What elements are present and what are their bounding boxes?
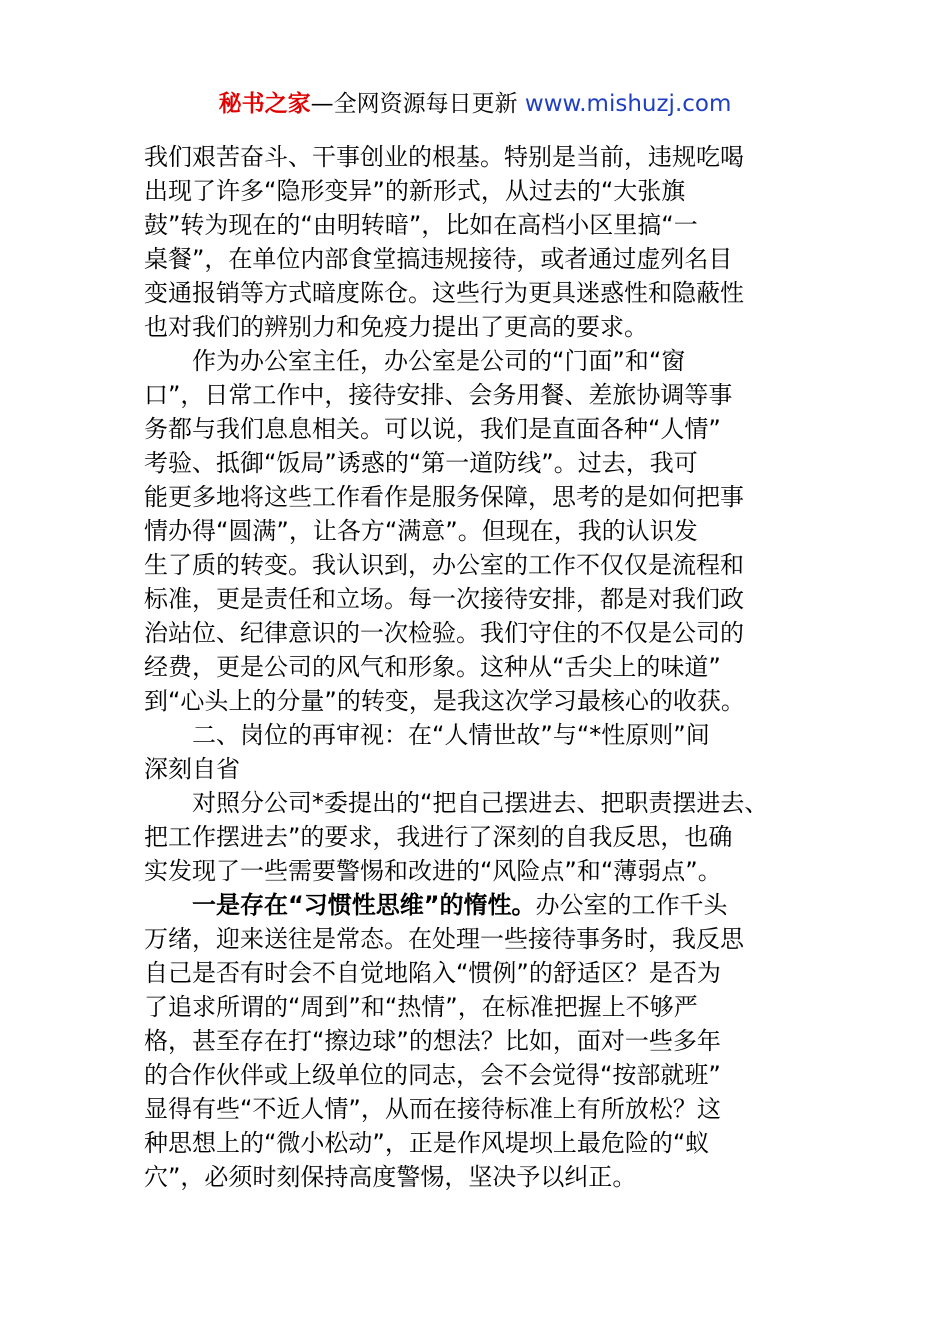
text-line: 也对我们的辨别力和免疫力提出了更高的要求。: [144, 313, 648, 341]
bold-lead-in: 一是存在“习惯性思维”的惰性。: [192, 891, 536, 919]
text-line: 了追求所谓的“周到”和“热情”，在标准把握上不够严: [144, 993, 698, 1021]
text-line: 考验、抵御“饭局”诱惑的“第一道防线”。过去，我可: [144, 449, 698, 477]
text-line: 到“心头上的分量”的转变，是我这次学习最核心的收获。: [144, 687, 745, 715]
text-line: 把工作摆进去”的要求，我进行了深刻的自我反思，也确: [144, 823, 733, 851]
text-line: 口”，日常工作中，接待安排、会务用餐、差旅协调等事: [144, 381, 733, 409]
text-line: 种思想上的“微小松动”，正是作风堤坝上最危险的“蚁: [144, 1129, 710, 1157]
text-run: 办公室的工作千头: [535, 891, 728, 919]
text-line: 出现了许多“隐形变异”的新形式，从过去的“大张旗: [144, 177, 686, 205]
text-line: 情办得“圆满”，让各方“满意”。但现在，我的认识发: [144, 517, 698, 545]
section-heading-continued: 深刻自省: [144, 755, 240, 783]
section-heading: 二、岗位的再审视：在“人情世故”与“*性原则”间: [192, 721, 710, 749]
site-url-link[interactable]: www.mishuzj.com: [524, 91, 732, 117]
text-line: 能更多地将这些工作看作是服务保障，思考的是如何把事: [144, 483, 744, 511]
paragraph-start: 对照分公司*委提出的“把自己摆进去、把职责摆进去、: [192, 789, 769, 817]
text-line: 穴”，必须时刻保持高度警惕，坚决予以纠正。: [144, 1163, 637, 1191]
site-header: [0, 88, 950, 120]
text-line: 标准，更是责任和立场。每一次接待安排，都是对我们政: [144, 585, 744, 613]
paragraph-start: [144, 888, 824, 922]
paragraph-start: 作为办公室主任，办公室是公司的“门面”和“窗: [192, 347, 686, 375]
text-line: 务都与我们息息相关。可以说，我们是直面各种“人情”: [144, 415, 721, 443]
text-line: 格，甚至存在打“擦边球”的想法？比如，面对一些多年: [144, 1027, 721, 1055]
text-line: 显得有些“不近人情”，从而在接待标准上有所放松？这: [144, 1095, 721, 1123]
site-tagline: —全网资源每日更新: [310, 91, 525, 117]
text-line: 生了质的转变。我认识到，办公室的工作不仅仅是流程和: [144, 551, 744, 579]
text-line: 鼓”转为现在的“由明转暗”，比如在高档小区里搞“一: [144, 211, 698, 239]
site-brand: 秘书之家: [218, 91, 311, 117]
text-line: 治站位、纪律意识的一次检验。我们守住的不仅是公司的: [144, 619, 744, 647]
text-line: 桌餐”，在单位内部食堂搞违规接待，或者通过虚列名目: [144, 245, 733, 273]
text-line: 经费，更是公司的风气和形象。这种从“舌尖上的味道”: [144, 653, 721, 681]
document-body: [144, 140, 824, 1194]
text-line: 实发现了一些需要警惕和改进的“风险点”和“薄弱点”。: [144, 857, 722, 885]
text-line: 自己是否有时会不自觉地陷入“惯例”的舒适区？是否为: [144, 959, 721, 987]
text-line: 万绪，迎来送往是常态。在处理一些接待事务时，我反思: [144, 925, 744, 953]
text-line: 我们艰苦奋斗、干事创业的根基。特别是当前，违规吃喝: [144, 143, 744, 171]
text-line: 的合作伙伴或上级单位的同志，会不会觉得“按部就班”: [144, 1061, 721, 1089]
text-line: 变通报销等方式暗度陈仓。这些行为更具迷惑性和隐蔽性: [144, 279, 744, 307]
